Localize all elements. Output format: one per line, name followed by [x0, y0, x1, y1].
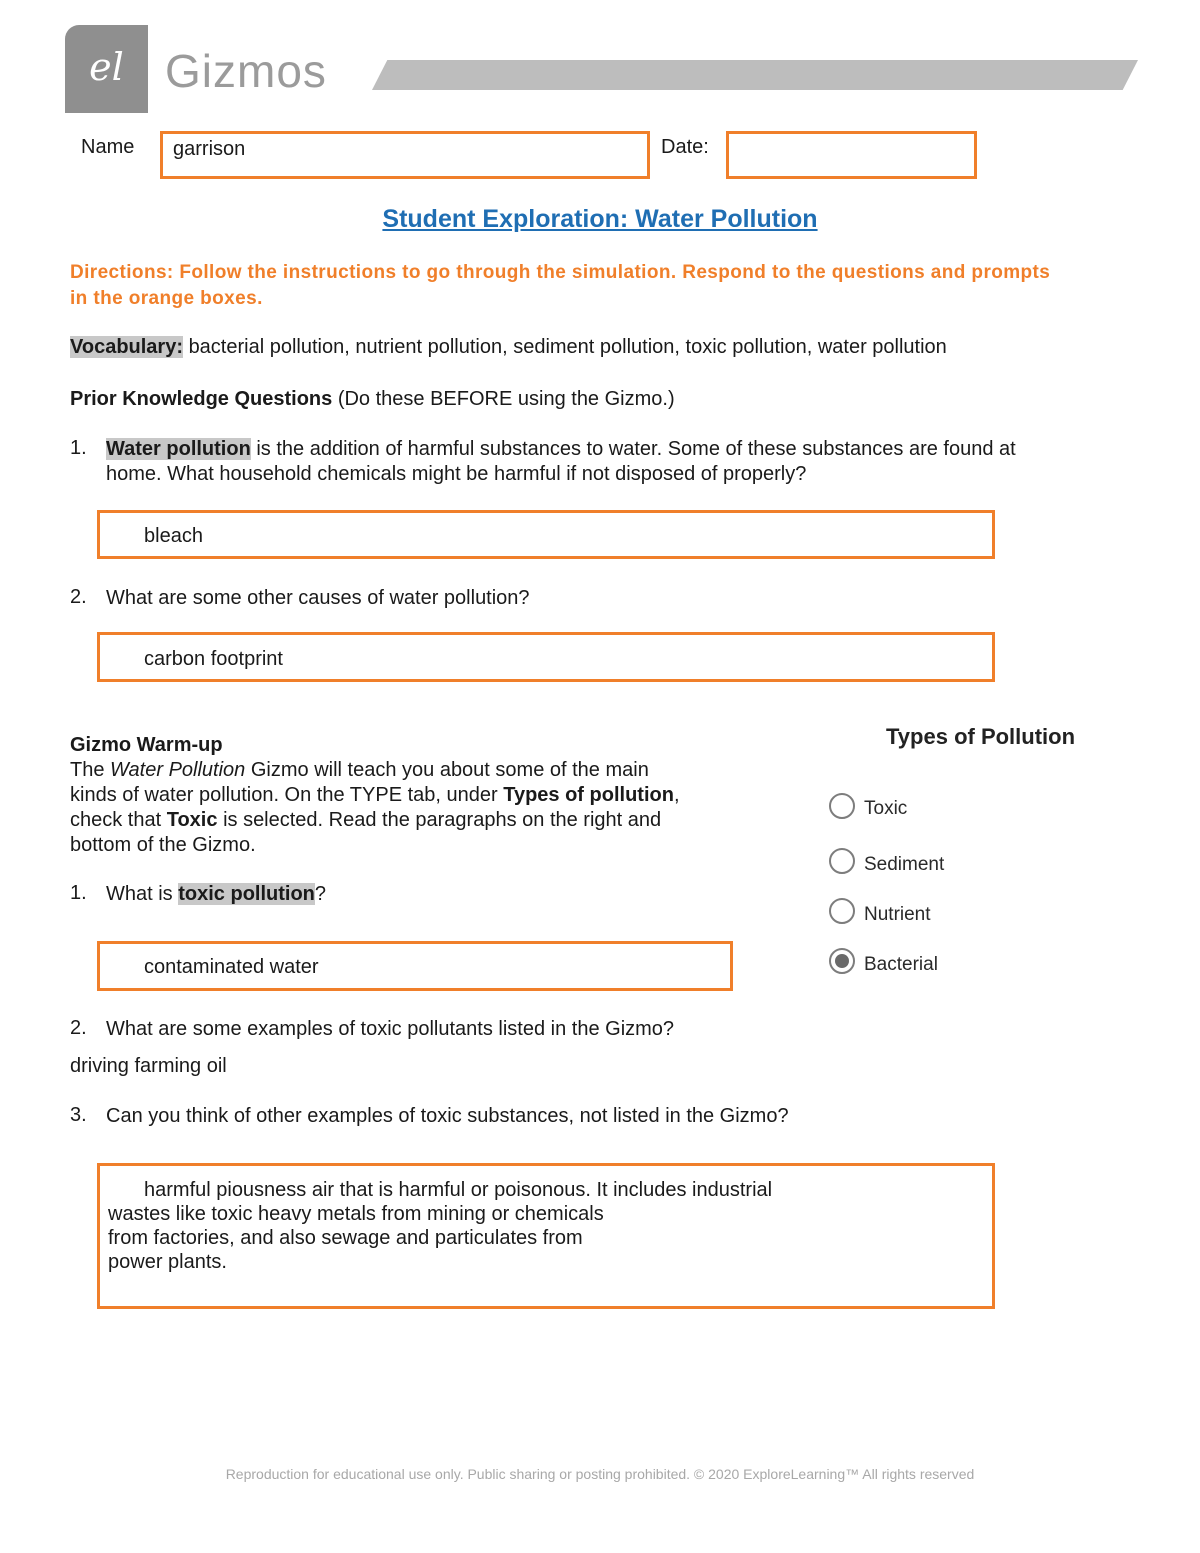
wu-q1-number: 1.	[70, 882, 87, 904]
wu-q2-number: 2.	[70, 1017, 87, 1039]
wu-q3-answer-line4: power plants.	[108, 1251, 227, 1273]
warmup-line1-b: Gizmo will teach you about some of the main	[250, 759, 649, 781]
wu-q3-answer-line3: from factories, and also sewage and particulates from	[108, 1227, 583, 1249]
wu-q2-text: What are some examples of toxic pollutants listed in the Gizmo?	[106, 1018, 675, 1040]
wu-q2-answer[interactable]: driving farming oil	[70, 1055, 227, 1077]
wu-q3-number: 3.	[70, 1104, 87, 1126]
warmup-line2-b: ,	[673, 784, 680, 806]
pk-q2-answer: carbon footprint	[144, 648, 283, 670]
warmup-line1-italic: Water Pollution	[110, 759, 246, 781]
radio-label-toxic: Toxic	[864, 798, 908, 819]
wu-q3-text: Can you think of other examples of toxic substances, not listed in the Gizmo?	[106, 1105, 789, 1127]
pk-q1-answer-box[interactable]	[97, 510, 995, 559]
radio-bacterial[interactable]	[829, 948, 855, 974]
prior-knowledge-heading	[70, 387, 1130, 412]
pk-q1-number: 1.	[70, 437, 87, 459]
radio-label-sediment: Sediment	[864, 854, 945, 875]
warmup-intro	[70, 733, 770, 858]
vocabulary-label: Vocabulary:	[70, 336, 183, 358]
vocabulary-terms: bacterial pollution, nutrient pollution, sediment pollution, toxic pollution, water pollution	[188, 336, 947, 358]
pk-q2-answer-box[interactable]	[97, 632, 995, 682]
footer-copyright: Reproduction for educational use only. Public sharing or posting prohibited. © 2020 ExploreLearning™ All rights reserved	[225, 1466, 975, 1482]
pk-q2-text: What are some other causes of water pollution?	[106, 587, 530, 609]
pk-q1-line1: is the addition of harmful substances to water. Some of these substances are found at	[256, 438, 1016, 460]
date-field[interactable]	[726, 131, 977, 179]
types-panel-title: Types of Pollution	[886, 724, 1076, 749]
warmup-line3-bold: Toxic	[166, 809, 218, 831]
warmup-line3-a: check that	[70, 809, 162, 831]
wu-q1-text	[106, 882, 326, 907]
pk-q2-number: 2.	[70, 586, 87, 608]
pk-q1-line2: home. What household chemicals might be harmful if not disposed of properly?	[106, 463, 807, 485]
warmup-line1-a: The	[70, 759, 105, 781]
vocabulary	[70, 335, 1130, 360]
wu-q1-text-b: ?	[314, 883, 327, 905]
pk-q1-answer: bleach	[144, 525, 203, 547]
pk-q1-term: Water pollution	[106, 438, 251, 460]
warmup-line2-a: kinds of water pollution. On the TYPE tab, under	[70, 784, 498, 806]
warmup-heading: Gizmo Warm-up	[70, 734, 223, 756]
radio-label-nutrient: Nutrient	[864, 904, 931, 925]
wu-q3-answer-line1: harmful piousness air that is harmful or poisonous. It includes industrial	[144, 1179, 773, 1201]
radio-nutrient[interactable]	[829, 898, 855, 924]
brand-name: Gizmos	[165, 45, 327, 97]
wu-q1-text-a: What is	[106, 883, 173, 905]
warmup-line2-bold: Types of pollution	[503, 784, 674, 806]
warmup-line4: bottom of the Gizmo.	[70, 834, 256, 856]
wu-q3-answer	[108, 1178, 968, 1274]
radio-toxic[interactable]	[829, 793, 855, 819]
radio-sediment[interactable]	[829, 848, 855, 874]
header-stripe	[372, 60, 1138, 90]
name-field[interactable]	[160, 131, 650, 179]
wu-q3-answer-box[interactable]	[97, 1163, 995, 1309]
prior-knowledge-title: Prior Knowledge Questions	[70, 388, 333, 410]
radio-label-bacterial: Bacterial	[864, 954, 938, 975]
warmup-line3-b: is selected. Read the paragraphs on the right and	[223, 809, 662, 831]
name-label: Name	[81, 136, 135, 158]
wu-q1-answer: contaminated water	[144, 956, 319, 978]
logo-glyph: el	[89, 45, 124, 89]
wu-q1-term: toxic pollution	[178, 883, 315, 905]
radio-selected-dot	[835, 954, 849, 968]
wu-q1-answer-box[interactable]	[97, 941, 733, 991]
directions: Directions: Follow the instructions to go through the simulation. Respond to the questions and prompts in the orange boxes.	[70, 262, 1051, 309]
wu-q3-answer-line2: wastes like toxic heavy metals from mining or chemicals	[108, 1203, 604, 1225]
date-label: Date:	[661, 136, 709, 158]
pk-q1-text	[106, 437, 1106, 487]
page-title: Student Exploration: Water Pollution	[382, 205, 818, 233]
name-value: garrison	[173, 138, 246, 160]
prior-knowledge-note: (Do these BEFORE using the Gizmo.)	[337, 388, 675, 410]
